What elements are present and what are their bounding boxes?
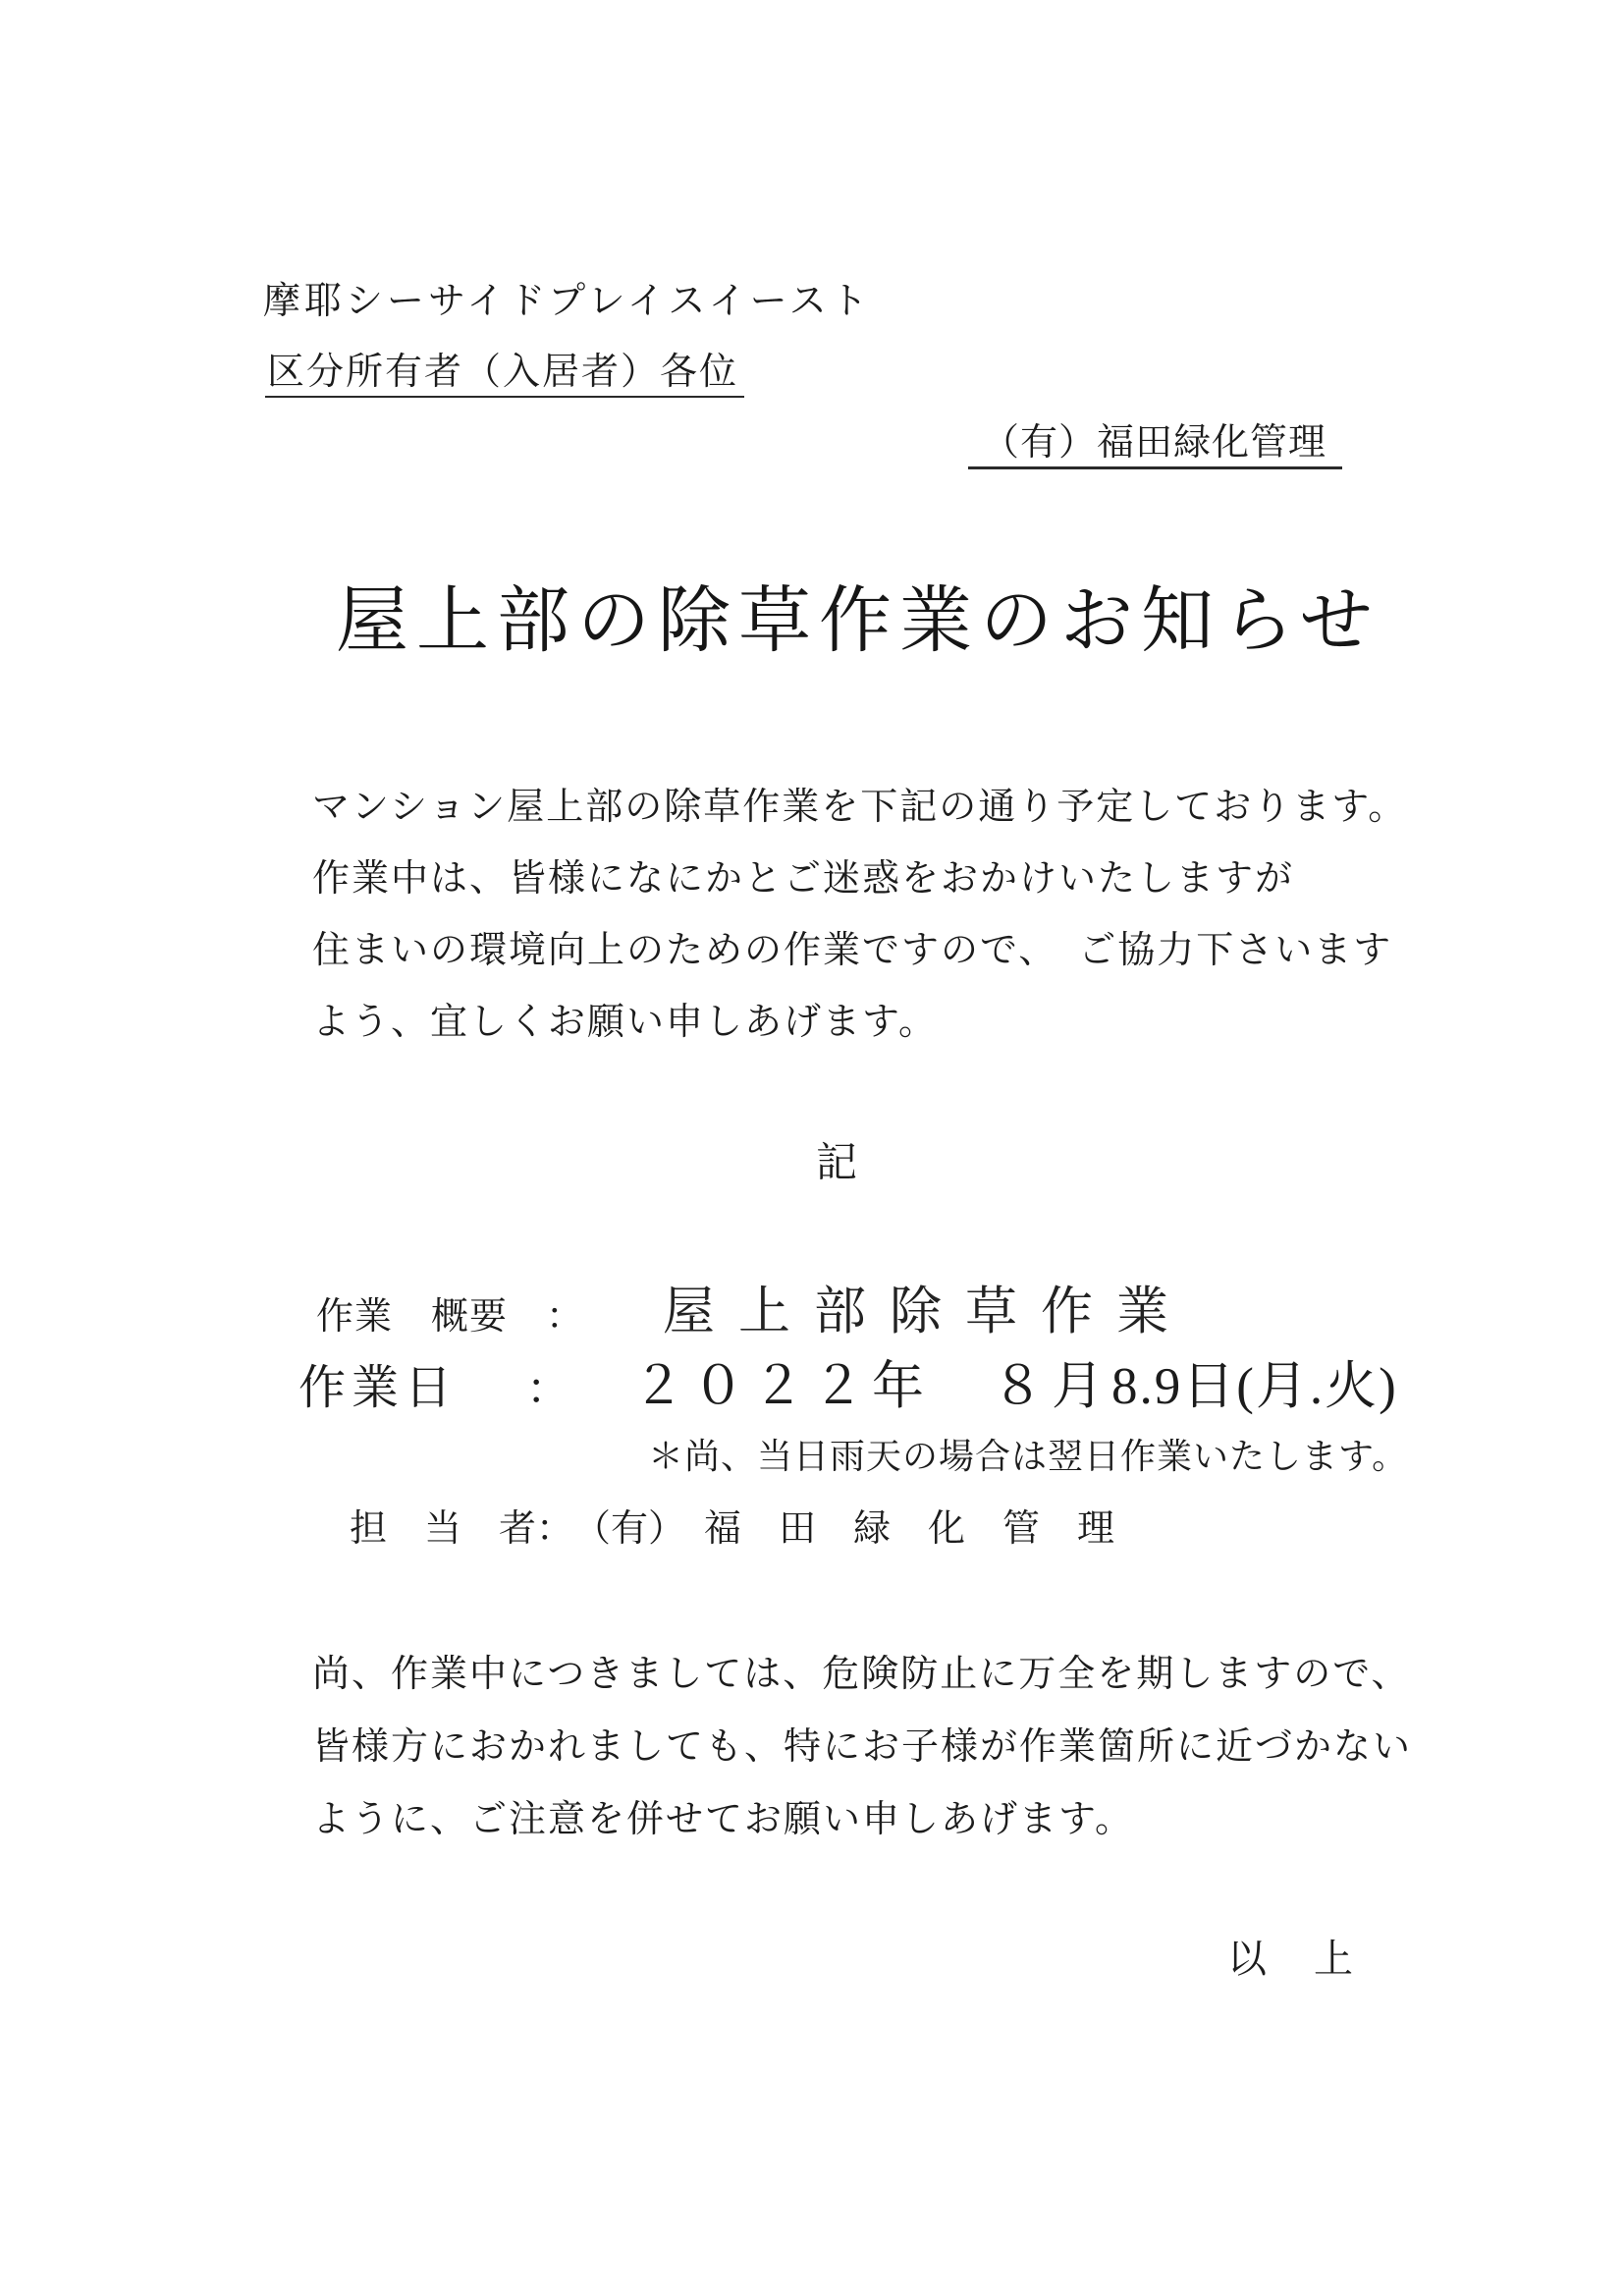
sender-line bbox=[968, 424, 1342, 469]
work-date-row bbox=[298, 1358, 1398, 1415]
intro-line: よう、宜しくお願い申しあげます。 bbox=[312, 1002, 938, 1043]
work-date-label: 作業日 bbox=[298, 1362, 459, 1414]
caution-paragraph bbox=[312, 1638, 1412, 1856]
work-overview-label: 作業 概要 ： bbox=[316, 1296, 585, 1338]
building-name: 摩耶シーサイドプレイスイースト bbox=[263, 281, 872, 322]
work-date-year-month: ２０２２年 ８月 bbox=[632, 1358, 1112, 1415]
work-date-colon: ： bbox=[526, 1365, 570, 1413]
intro-line: マンション屋上部の除草作業を下記の通り予定しております。 bbox=[312, 787, 1408, 828]
sender-text: （有）福田緑化管理 bbox=[968, 424, 1342, 469]
work-overview-value: 屋上部除草作業 bbox=[663, 1284, 1192, 1340]
page-title: 屋上部の除草作業のお知らせ bbox=[336, 581, 1380, 662]
addressee-text: 区分所有者（入居者）各位 bbox=[265, 354, 744, 398]
intro-line: 住まいの環境向上のための作業ですので、 ご協力下さいます bbox=[312, 930, 1393, 971]
record-marker: 記 bbox=[816, 1141, 860, 1186]
closing-mark: 以 上 bbox=[1227, 1937, 1357, 1981]
caution-line: 尚、作業中につきましては、危険防止に万全を期しますので、 bbox=[312, 1654, 1411, 1695]
intro-line: 作業中は、皆様になにかとご迷惑をおかけいたしますが bbox=[312, 858, 1295, 900]
rain-note: ＊尚、当日雨天の場合は翌日作業いたします。 bbox=[648, 1437, 1409, 1476]
work-date-weekdays: 日(月.火) bbox=[1182, 1358, 1398, 1415]
caution-line: 皆様方におかれましても、特にお子様が作業箇所に近づかない bbox=[312, 1726, 1413, 1768]
work-date-days: 8.9 bbox=[1111, 1358, 1183, 1415]
addressee-line bbox=[265, 354, 744, 398]
intro-paragraph bbox=[312, 772, 1407, 1059]
staff-line: 担 当 者： （有） 福 田 緑 化 管 理 bbox=[350, 1508, 1115, 1550]
caution-line: ように、ご注意を併せてお願い申しあげます。 bbox=[312, 1799, 1134, 1840]
